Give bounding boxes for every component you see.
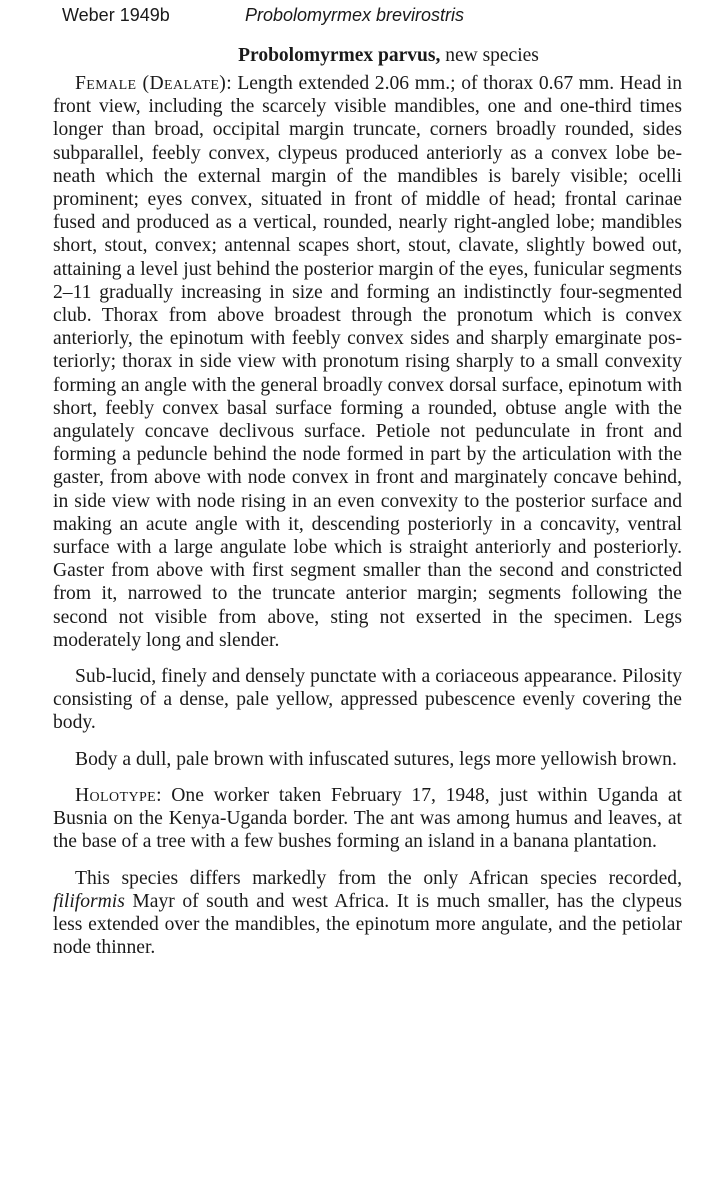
female-description-text: : Length extended 2.06 mm.; of thorax 0.67 mm. Head in front view, including the scarcely visible mandibles, one and one-third times longer than broad, occipital margin truncate, corners broadly rounded, sides subparallel, feebly convex, clypeus produced anteriorly as a convex lobe beneath which the external margin of the mandibles is barely visible; ocelli prominent; eyes convex, situated in front of middle of head; frontal carinae fused and produced as a vertical, rounded, nearly right-angled lobe; mandibles short, stout, convex; antennal scapes short, stout, clavate, slightly bowed out, attaining a level just behind the posterior margin of the eyes, funicular segments 2–11 gradually increasing in size and forming an indistinctly four-segmented club. Thorax from above broadest through the pronotum which is convex anteriorly, the epinotum with feebly convex sides and sharply emarginate posteriorly; thorax in side view with pronotum rising sharply to a small convexity forming an angle with the general broadly convex dorsal surface, epinotum with short, feebly convex basal surface forming a rounded, obtuse angle with the angulately concave declivous surface. Petiole not pedunculate in front and forming a peduncle behind the node formed in part by the articulation with the gaster, from above with node convex in front and marginately concave behind, in side view with node rising in an even convexity to the posterior surface and making an acute angle with it, descending posteriorly in a concavity, ventral surface with a large angulate lobe which is straight anteriorly and posteriorly. Gaster from above with first segment smaller than the second and constricted from it, narrowed to the truncate anterior margin; segments following the second not visible from above, sting not exserted in the specimen. Legs moderately long and slender. bbox=[53, 73, 682, 651]
header-citation: Weber 1949b bbox=[62, 5, 170, 25]
holotype-label: Holotype bbox=[75, 784, 157, 806]
running-header bbox=[62, 2, 682, 28]
species-title bbox=[53, 42, 682, 70]
comparison-text-after: Mayr of south and west Africa. It is much smaller, has the clypeus less extended over the mandibles, the epinotum more angulate, and the petiolar node thinner. bbox=[53, 890, 682, 959]
header-taxon-name: Probolomyrmex brevirostris bbox=[245, 5, 465, 25]
comparison-text-before: This species differs markedly from the only African species recorded, bbox=[75, 867, 682, 889]
holotype-paragraph bbox=[53, 784, 682, 854]
female-description-paragraph bbox=[53, 72, 682, 652]
female-description-label: Female (Dealate) bbox=[75, 73, 227, 94]
comparison-paragraph bbox=[53, 867, 682, 960]
color-paragraph: Body a dull, pale brown with infuscated sutures, legs more yellowish brown. bbox=[75, 748, 677, 770]
sculpture-paragraph: Sub-lucid, finely and densely punctate with a coriaceous appearance. Pilosity consisting of a dense, pale yellow, appressed pubescence evenly covering the body. bbox=[53, 666, 682, 734]
species-title-name: Probolomyrmex parvus, bbox=[238, 45, 441, 66]
comparison-species-name: filiformis bbox=[53, 890, 125, 912]
species-title-suffix: new species bbox=[440, 45, 539, 66]
holotype-text: : One worker taken February 17, 1948, just within Uganda at Busnia on the Kenya-Uganda border. The ant was among humus and leaves, at the base of a tree with a few bushes forming an island in a banana plantation. bbox=[53, 784, 682, 853]
species-description-article bbox=[53, 42, 682, 972]
